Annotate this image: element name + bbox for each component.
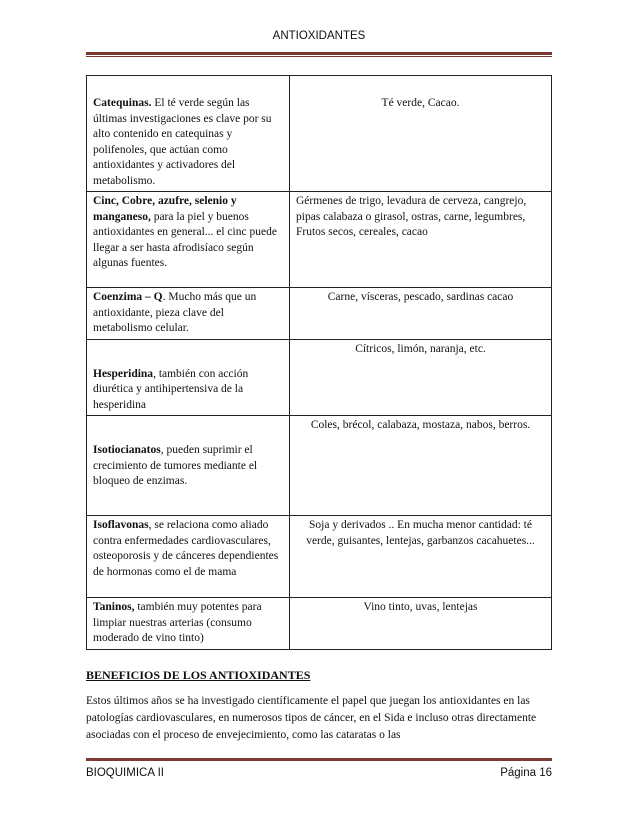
table-row	[87, 598, 552, 650]
antioxidant-cell	[87, 288, 290, 340]
antioxidant-cell	[87, 192, 290, 288]
sources-cell	[290, 516, 552, 598]
header-rule	[86, 52, 552, 55]
antioxidant-description: , también con acción diurética y antihipertensiva de la hesperidina	[93, 367, 249, 411]
antioxidant-description: también muy potentes para limpiar nuestras arterias (consumo moderado de vino tinto)	[93, 601, 262, 644]
antioxidant-description: . Mucho más que un antioxidante, pieza clave del metabolismo celular.	[93, 291, 257, 334]
table-row	[87, 192, 552, 288]
food-sources: Soja y derivados .. En mucha menor cantidad: té verde, guisantes, lentejas, garbanzos cacahuetes...	[306, 519, 535, 547]
antioxidant-cell	[87, 516, 290, 598]
table-row	[87, 339, 552, 416]
table-row	[87, 76, 552, 192]
section-title: BENEFICIOS DE LOS ANTIOXIDANTES	[86, 668, 311, 682]
antioxidant-name: Catequinas.	[93, 97, 152, 109]
antioxidant-description: , se relaciona como aliado contra enfermedades cardiovasculares, osteoporosis y de cánceres dependientes de hormonas como el de mama	[93, 519, 279, 578]
sources-cell	[290, 288, 552, 340]
page-header-title: ANTIOXIDANTES	[272, 30, 366, 42]
table-row	[87, 288, 552, 340]
antioxidants-table	[86, 75, 552, 650]
sources-cell	[290, 76, 552, 192]
sources-cell	[290, 598, 552, 650]
footer-rule	[86, 758, 552, 761]
footer-page-number: Página 16	[500, 767, 552, 779]
antioxidant-cell	[87, 339, 290, 416]
table-row	[87, 416, 552, 516]
food-sources: Cítricos, limón, naranja, etc.	[355, 342, 486, 355]
food-sources: Vino tinto, uvas, lentejas	[363, 601, 478, 613]
antioxidant-cell	[87, 76, 290, 192]
food-sources: Coles, brécol, calabaza, mostaza, nabos, berros.	[310, 419, 531, 431]
antioxidant-description: El té verde según las últimas investigaciones es clave por su alto contenido en catequinas y polifenoles, que actúan como antioxidantes y activadores del metabolismo.	[93, 97, 272, 187]
antioxidant-description: , pueden suprimir el crecimiento de tumores mediante el bloqueo de enzimas.	[93, 444, 258, 487]
section-paragraph: Estos últimos años se ha investigado científicamente el papel que juegan los antioxidantes en las patologías cardiovasculares, en numerosos tipos de cáncer, en el Sida e incluso otras directamente asociadas con el proceso de envejecimiento, como las cataratas o las	[86, 695, 537, 741]
antioxidant-name: Isotiocianatos	[93, 444, 161, 456]
header-rule-thin	[86, 56, 552, 57]
footer-course: BIOQUIMICA II	[86, 767, 164, 779]
sources-cell	[290, 192, 552, 288]
antioxidant-name: Cinc, Cobre, azufre, selenio y manganeso,	[93, 195, 237, 223]
antioxidant-name: Isoflavonas	[93, 519, 149, 531]
food-sources: Gérmenes de trigo, levadura de cerveza, cangrejo, pipas calabaza o girasol, ostras, carne, legumbres, Frutos secos, cereales, cacao	[296, 195, 527, 238]
antioxidant-name: Hesperidina	[93, 367, 154, 380]
antioxidant-name: Coenzima – Q	[93, 291, 163, 303]
antioxidant-cell	[87, 598, 290, 650]
table-row	[87, 516, 552, 598]
antioxidant-cell	[87, 416, 290, 516]
food-sources: Carne, vísceras, pescado, sardinas cacao	[327, 291, 514, 303]
sources-cell	[290, 416, 552, 516]
antioxidant-description: para la piel y buenos antioxidantes en general... el cinc puede llegar a ser hasta afrodisíaco según algunas fuentes.	[93, 210, 277, 269]
antioxidant-name: Taninos,	[93, 601, 135, 613]
sources-cell	[290, 339, 552, 416]
food-sources: Té verde, Cacao.	[381, 97, 460, 109]
